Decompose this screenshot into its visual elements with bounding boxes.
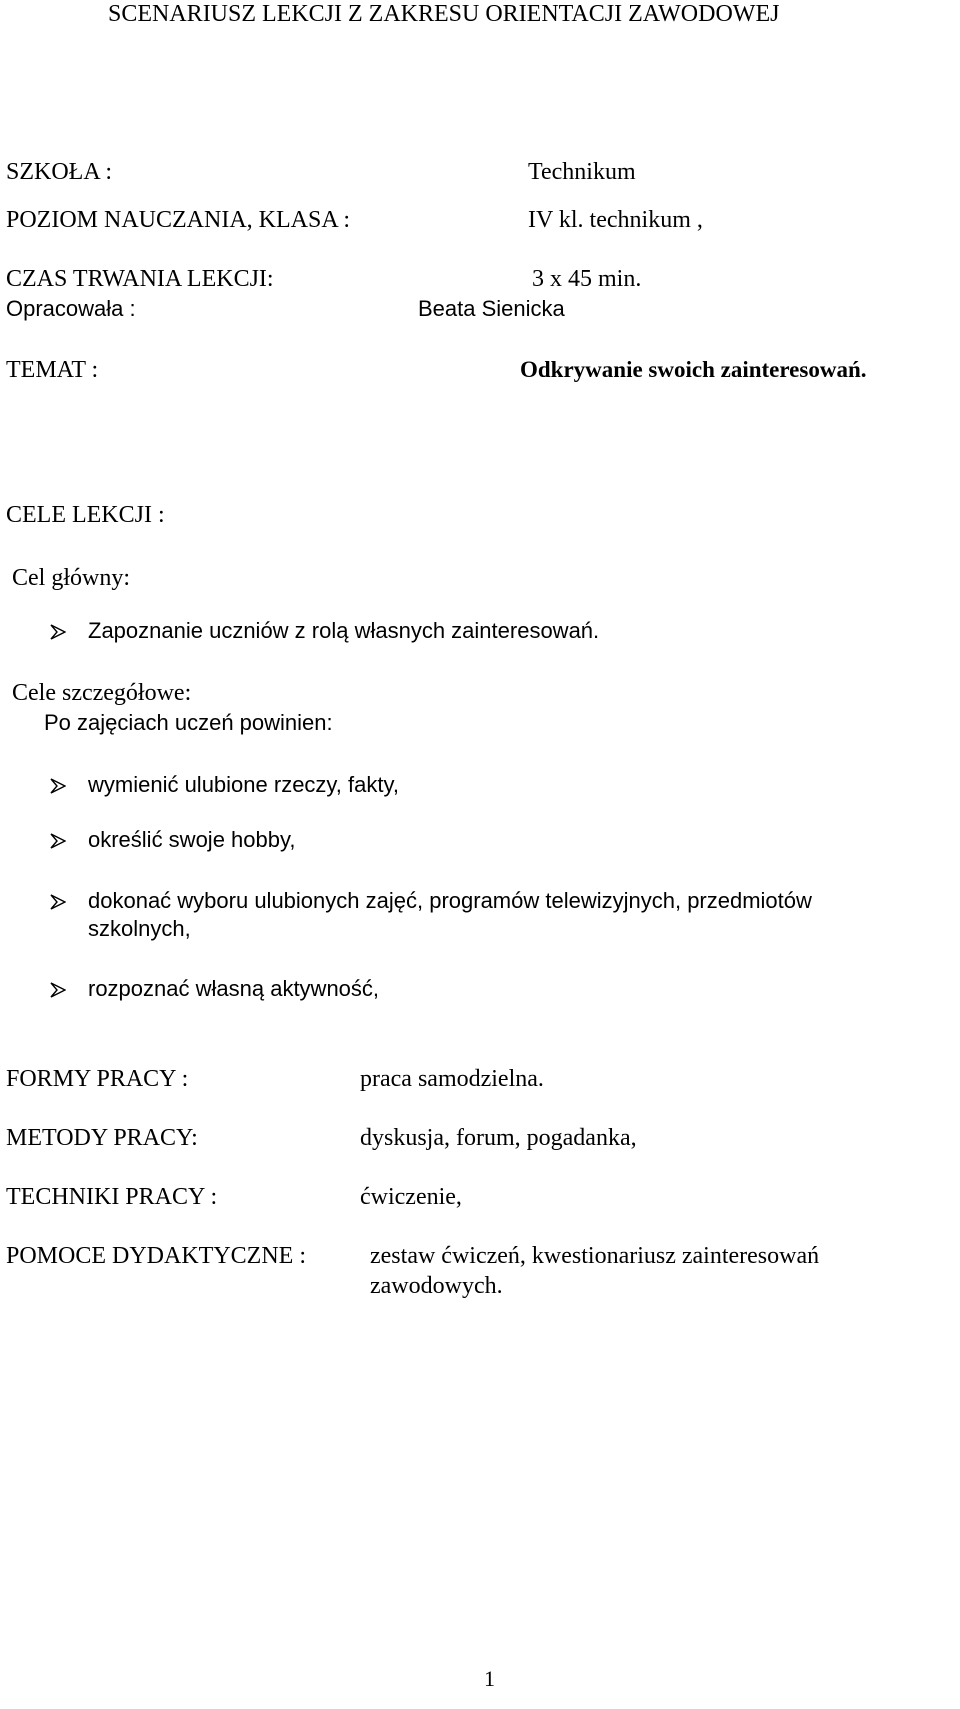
level-value: IV kl. technikum , xyxy=(528,207,703,233)
aids-label: POMOCE DYDAKTYCZNE : xyxy=(6,1243,306,1269)
detailed-goals-intro: Po zajęciach uczeń powinien: xyxy=(44,710,333,735)
document-title: SCENARIUSZ LEKCJI Z ZAKRESU ORIENTACJI ZAWODOWEJ xyxy=(108,1,780,27)
detailed-goal-item-continuation: szkolnych, xyxy=(88,916,191,941)
topic-label: TEMAT : xyxy=(6,357,99,383)
methods-value: dyskusja, forum, pogadanka, xyxy=(360,1125,637,1151)
duration-value: 3 x 45 min. xyxy=(532,266,642,292)
detailed-goal-item: dokonać wyboru ulubionych zajęć, programów telewizyjnych, przedmiotów xyxy=(88,888,812,913)
aids-value: zestaw ćwiczeń, kwestionariusz zainteresowań xyxy=(370,1243,820,1269)
techniques-value: ćwiczenie, xyxy=(360,1184,462,1210)
detailed-goal-item: określić swoje hobby, xyxy=(88,827,296,852)
arrow-bullet-icon xyxy=(50,982,66,998)
page-number: 1 xyxy=(484,1666,495,1691)
topic-value: Odkrywanie swoich zainteresowań. xyxy=(520,357,867,382)
author-value: Beata Sienicka xyxy=(418,296,565,321)
main-goal-label: Cel główny: xyxy=(12,565,130,591)
duration-label: CZAS TRWANIA LEKCJI: xyxy=(6,266,274,292)
detailed-goals-label: Cele szczegółowe: xyxy=(12,680,192,706)
author-label: Opracowała : xyxy=(6,296,136,321)
forms-label: FORMY PRACY : xyxy=(6,1066,189,1092)
techniques-label: TECHNIKI PRACY : xyxy=(6,1184,218,1210)
main-goal-item: Zapoznanie uczniów z rolą własnych zainteresowań. xyxy=(88,618,600,643)
arrow-bullet-icon xyxy=(50,778,66,794)
arrow-bullet-icon xyxy=(50,833,66,849)
methods-label: METODY PRACY: xyxy=(6,1125,198,1151)
arrow-bullet-icon xyxy=(50,894,66,910)
arrow-bullet-icon xyxy=(50,624,66,640)
detailed-goal-item: wymienić ulubione rzeczy, fakty, xyxy=(88,772,399,797)
forms-value: praca samodzielna. xyxy=(360,1066,544,1092)
aids-value-continuation: zawodowych. xyxy=(370,1273,503,1299)
school-label: SZKOŁA : xyxy=(6,159,113,185)
goals-heading: CELE LEKCJI : xyxy=(6,502,165,528)
level-label: POZIOM NAUCZANIA, KLASA : xyxy=(6,207,351,233)
school-value: Technikum xyxy=(528,159,636,185)
detailed-goal-item: rozpoznać własną aktywność, xyxy=(88,976,380,1001)
